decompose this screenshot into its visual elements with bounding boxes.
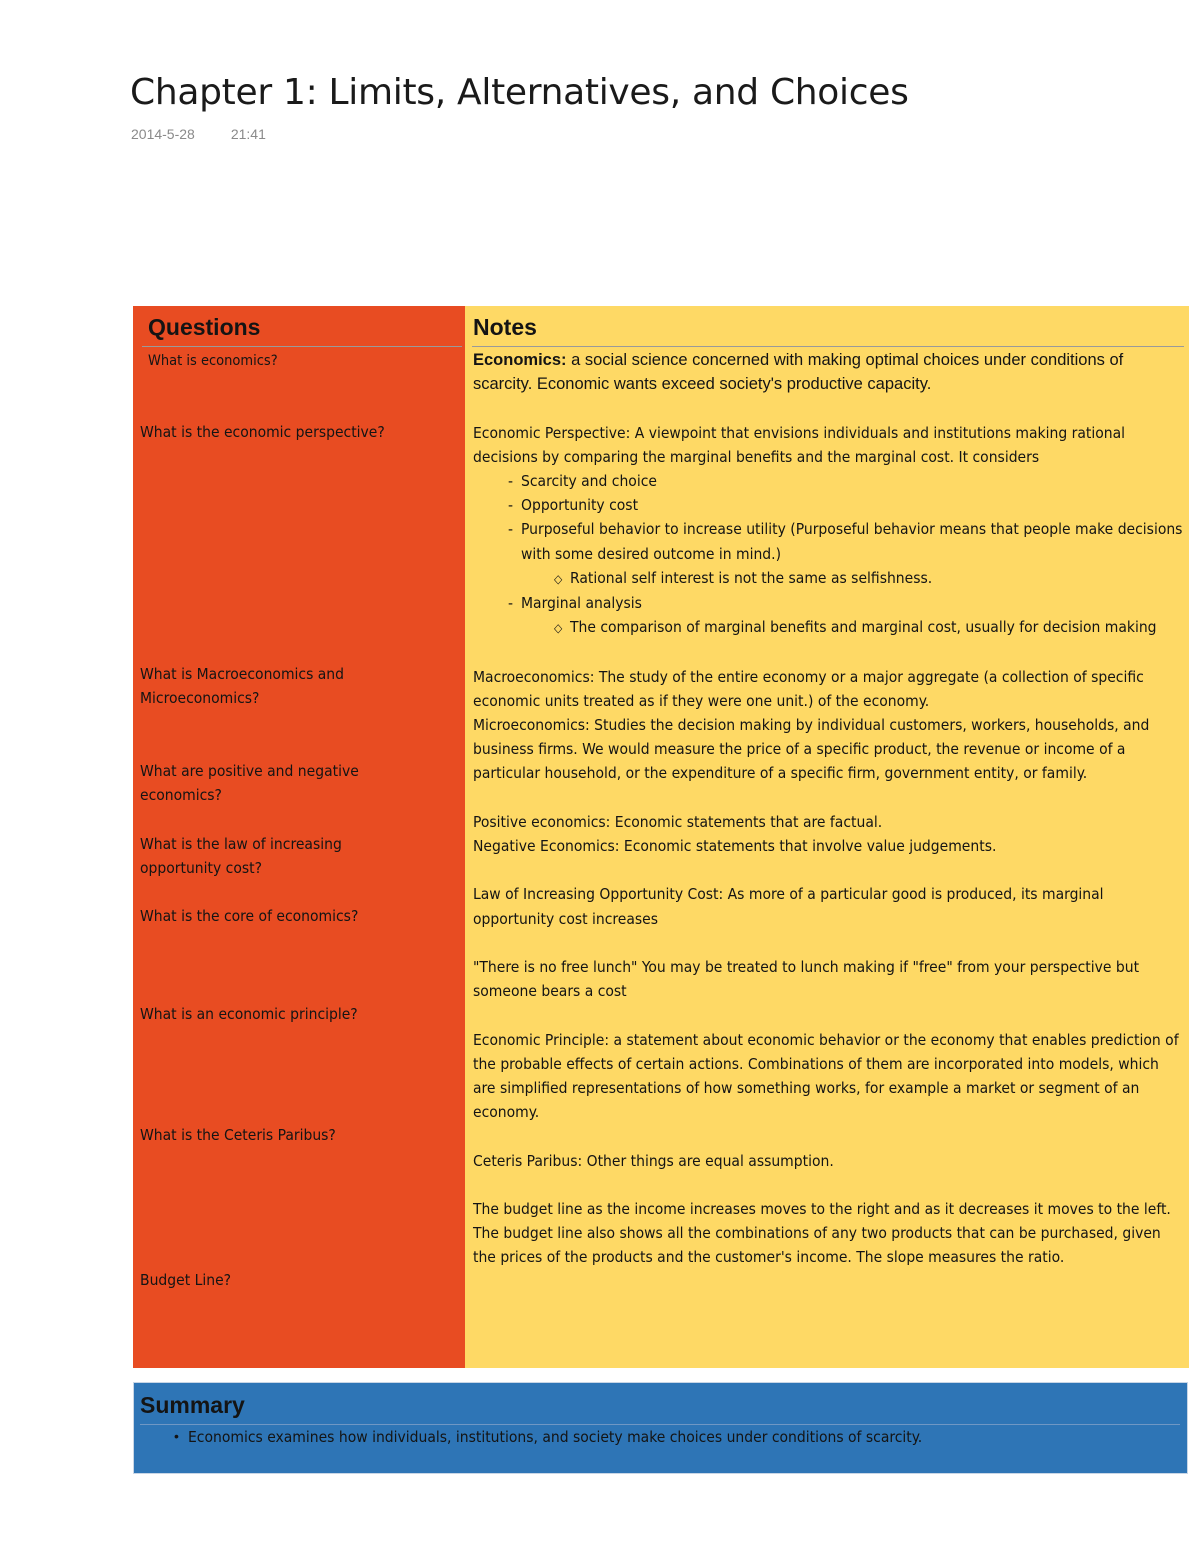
question-item: Budget Line? [140, 1271, 232, 1289]
note-principle: Economic Principle: a statement about economic behavior or the economy that enables prediction of the probable effects of certain actions. Combinations of them are incorporated into models, which are simplified representations of how something works, for example a market or segment of an economy. [473, 1030, 1179, 1122]
note-sublist-text: Rational self interest is not the same as selfishness. [570, 568, 933, 587]
note-list-text: Marginal analysis [521, 594, 642, 613]
note-law: Law of Increasing Opportunity Cost: As more of a particular good is produced, its marginal opportunity cost increases [473, 885, 1104, 928]
note-list-item: - Purposeful behavior to increase utility (Purposeful behavior means that people make decisions with some desired outcome in mind.) [508, 520, 1183, 563]
spacer [473, 396, 1185, 420]
note-budget: The budget line as the income increases moves to the right and as it decreases it moves to the left. The budget line also shows all the combinations of any two products that can be purchased, given the prices of the products and the customer's income. The slope measures the ratio. [473, 1199, 1171, 1267]
note-list-text: Scarcity and choice [521, 472, 657, 490]
spacer [473, 1003, 1185, 1027]
questions-heading-rule [142, 346, 462, 347]
spacer [473, 931, 1185, 955]
notes-body [473, 348, 1185, 1270]
note-negative: Negative Economics: Economic statements that involve value judgements. [473, 837, 997, 856]
notes-heading: Notes [473, 314, 537, 340]
page-meta [131, 126, 266, 142]
notes-heading-rule [472, 346, 1184, 347]
note-list-text: Opportunity cost [521, 496, 639, 515]
summary-heading: Summary [140, 1392, 245, 1418]
note-free-lunch: "There is no free lunch" You may be treated to lunch making if "free" from your perspective but someone bears a cost [473, 958, 1140, 1001]
questions-heading: Questions [148, 314, 261, 340]
note-economics-def: a social science concerned with making optimal choices under conditions of scarcity. Economic wants exceed society's productive capacity. [473, 351, 1124, 394]
question-item: What is economics? [148, 353, 278, 369]
page-time: 21:41 [230, 126, 266, 142]
question-item: What is the Ceteris Paribus? [140, 1126, 336, 1144]
summary-item: Economics examines how individuals, institutions, and society make choices under conditions of scarcity. [188, 1428, 923, 1446]
question-item: What is the core of economics? [140, 907, 359, 925]
note-list-item: - Opportunity cost [508, 496, 639, 515]
spacer [473, 1173, 1185, 1197]
page-title: Chapter 1: Limits, Alternatives, and Choices [130, 72, 909, 113]
note-economics [473, 348, 1185, 396]
note-list-text: Purposeful behavior to increase utility (Purposeful behavior means that people make decisions with some desired outcome in mind.) [521, 520, 1183, 563]
note-ceteris: Ceteris Paribus: Other things are equal assumption. [473, 1151, 834, 1170]
question-item: What is the economic perspective? [140, 423, 385, 441]
diamond-bullet-icon: ◇ [554, 621, 563, 636]
note-list-item: - Scarcity and choice [508, 472, 657, 490]
spacer [473, 640, 1185, 664]
spacer [473, 858, 1185, 882]
diamond-bullet-icon: ◇ [554, 571, 563, 586]
note-macro: Macroeconomics: The study of the entire economy or a major aggregate (a collection of specific economic units treated as if they were one unit.) of the economy. [473, 667, 1144, 710]
note-positive: Positive economics: Economic statements that are factual. [473, 812, 883, 831]
note-list-item: - Marginal analysis [508, 594, 642, 613]
note-sublist-item [473, 566, 1185, 591]
question-item: What is Macroeconomics and Microeconomics? [140, 665, 345, 707]
note-micro: Microeconomics: Studies the decision making by individual customers, workers, households, and business firms. We would measure the price of a specific product, the revenue or income of a particular household, or the expenditure of a specific firm, government entity, or family. [473, 716, 1150, 783]
note-sublist-text: The comparison of marginal benefits and marginal cost, usually for decision making [570, 618, 1157, 637]
note-perspective: Economic Perspective: A viewpoint that envisions individuals and institutions making rational decisions by comparing the marginal benefits and the marginal cost. It considers [473, 423, 1125, 466]
spacer [473, 1124, 1185, 1148]
note-economics-term: Economics: [473, 351, 567, 369]
note-sublist-item [473, 615, 1185, 640]
spacer [473, 786, 1185, 810]
question-item: What are positive and negative economics? [140, 762, 359, 804]
page-date: 2014-5-28 [131, 126, 195, 142]
bullet-icon: • [174, 1428, 179, 1444]
question-item: What is the law of increasing opportunity cost? [140, 835, 342, 877]
question-item: What is an economic principle? [140, 1005, 358, 1023]
summary-heading-rule [140, 1424, 1180, 1425]
